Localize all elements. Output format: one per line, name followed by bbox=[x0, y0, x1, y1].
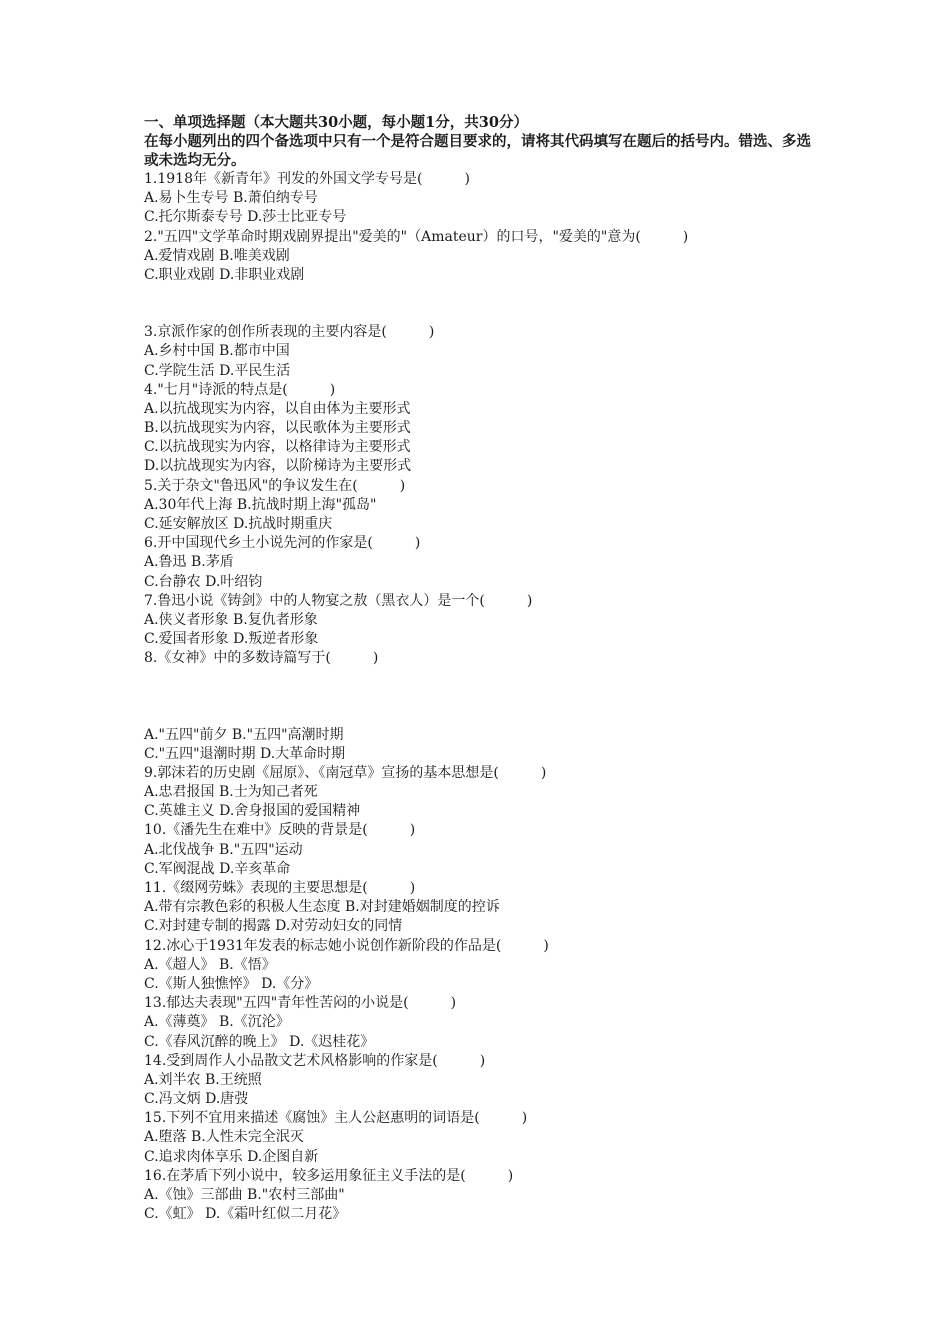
question-options: C.《春风沉醉的晚上》 D.《迟桂花》 bbox=[144, 1033, 375, 1050]
question-options: C.职业戏剧 D.非职业戏剧 bbox=[144, 266, 305, 283]
question-stem: 9.郭沫若的历史剧《屈原》、《南冠草》宣扬的基本思想是( ) bbox=[144, 764, 547, 781]
question-options: C.冯文炳 D.唐弢 bbox=[144, 1091, 249, 1108]
question-2 bbox=[144, 228, 824, 286]
question-11 bbox=[144, 879, 824, 937]
question-options: C.《斯人独憔悴》 D.《分》 bbox=[144, 975, 319, 992]
question-15 bbox=[144, 1109, 824, 1167]
question-14 bbox=[144, 1052, 824, 1110]
question-option: B.以抗战现实为内容，以民歌体为主要形式 bbox=[144, 420, 411, 437]
question-option: D.以抗战现实为内容，以阶梯诗为主要形式 bbox=[144, 458, 412, 475]
question-options: A.刘半农 B.王统照 bbox=[144, 1071, 262, 1088]
question-1 bbox=[144, 170, 824, 228]
question-options: C.军阀混战 D.辛亥革命 bbox=[144, 860, 291, 877]
question-options: A.堕落 B.人性未完全泯灭 bbox=[144, 1129, 304, 1146]
question-stem: 13.郁达夫表现"五四"青年性苦闷的小说是( ) bbox=[144, 995, 457, 1012]
question-stem: 4."七月"诗派的特点是( ) bbox=[144, 381, 336, 398]
question-stem: 16.在茅盾下列小说中，较多运用象征主义手法的是( ) bbox=[144, 1167, 514, 1184]
question-options: C.台静农 D.叶绍钧 bbox=[144, 573, 263, 590]
question-options: A.北伐战争 B."五四"运动 bbox=[144, 841, 303, 858]
question-10 bbox=[144, 821, 824, 879]
question-options: C.对封建专制的揭露 D.对劳动妇女的同情 bbox=[144, 918, 403, 935]
question-options: A.《蚀》三部曲 B."农村三部曲" bbox=[144, 1187, 345, 1203]
question-13 bbox=[144, 994, 824, 1052]
question-5 bbox=[144, 477, 824, 535]
question-options: C."五四"退潮时期 D.大革命时期 bbox=[144, 745, 346, 762]
question-stem: 12.冰心于1931年发表的标志她小说创作新阶段的作品是( ) bbox=[144, 937, 549, 954]
question-options: C.学院生活 D.平民生活 bbox=[144, 362, 291, 379]
question-options: A.《薄奠》 B.《沉沦》 bbox=[144, 1014, 290, 1031]
question-options: C.爱国者形象 D.叛逆者形象 bbox=[144, 631, 319, 648]
section-title: 一、单项选择题（本大题共30小题，每小题1分，共30分） bbox=[144, 114, 528, 131]
question-9 bbox=[144, 764, 824, 822]
question-8 bbox=[144, 649, 824, 764]
question-options: A."五四"前夕 B."五四"高潮时期 bbox=[144, 726, 344, 743]
question-options: A.带有宗教色彩的积极人生态度 B.对封建婚姻制度的控诉 bbox=[144, 899, 500, 916]
exam-page bbox=[144, 113, 824, 1224]
question-options: A.爱情戏剧 B.唯美戏剧 bbox=[144, 247, 290, 264]
question-stem: 2."五四"文学革命时期戏剧界提出"爱美的"（Amateur）的口号，"爱美的"意为( ) bbox=[144, 228, 689, 245]
question-4 bbox=[144, 381, 824, 477]
page-gap bbox=[144, 285, 824, 323]
question-options: C.托尔斯泰专号 D.莎士比亚专号 bbox=[144, 209, 347, 226]
question-stem: 5.关于杂文"鲁迅风"的争议发生在( ) bbox=[144, 477, 406, 494]
question-stem: 3.京派作家的创作所表现的主要内容是( ) bbox=[144, 324, 435, 341]
section-instruction: 在每小题列出的四个备选项中只有一个是符合题目要求的，请将其代码填写在题后的括号内。错选、多选或未选均无分。 bbox=[144, 133, 811, 169]
question-stem: 7.鲁迅小说《铸剑》中的人物宴之敖（黑衣人）是一个( ) bbox=[144, 592, 533, 609]
question-stem: 11.《缀网劳蛛》表现的主要思想是( ) bbox=[144, 880, 416, 896]
question-options: A.乡村中国 B.都市中国 bbox=[144, 343, 290, 360]
question-options: A.《超人》 B.《悟》 bbox=[144, 956, 276, 973]
question-options: A.30年代上海 B.抗战时期上海"孤岛" bbox=[144, 496, 377, 513]
question-option: C.以抗战现实为内容，以格律诗为主要形式 bbox=[144, 439, 411, 456]
question-stem: 15.下列不宜用来描述《腐蚀》主人公赵惠明的词语是( ) bbox=[144, 1110, 528, 1127]
question-options: C.追求肉体享乐 D.企图自新 bbox=[144, 1148, 319, 1165]
question-stem: 1.1918年《新青年》刊发的外国文学专号是( ) bbox=[144, 171, 470, 187]
question-6 bbox=[144, 534, 824, 592]
question-16 bbox=[144, 1167, 824, 1225]
question-stem: 8.《女神》中的多数诗篇写于( ) bbox=[144, 650, 379, 667]
question-options: C.《虹》 D.《霜叶红似二月花》 bbox=[144, 1206, 347, 1223]
question-12 bbox=[144, 937, 824, 995]
question-stem: 10.《潘先生在难中》反映的背景是( ) bbox=[144, 822, 416, 839]
page-gap bbox=[144, 669, 824, 726]
question-options: C.延安解放区 D.抗战时期重庆 bbox=[144, 516, 333, 532]
question-stem: 6.开中国现代乡土小说先河的作家是( ) bbox=[144, 535, 421, 552]
question-stem: 14.受到周作人小品散文艺术风格影响的作家是( ) bbox=[144, 1052, 486, 1069]
question-options: C.英雄主义 D.舍身报国的爱国精神 bbox=[144, 803, 361, 820]
question-options: A.忠君报国 B.士为知己者死 bbox=[144, 784, 318, 801]
question-options: A.鲁迅 B.茅盾 bbox=[144, 554, 234, 571]
question-options: A.侠义者形象 B.复仇者形象 bbox=[144, 611, 318, 628]
question-option: A.以抗战现实为内容，以自由体为主要形式 bbox=[144, 400, 411, 417]
question-3 bbox=[144, 323, 824, 381]
question-options: A.易卜生专号 B.萧伯纳专号 bbox=[144, 190, 318, 207]
question-7 bbox=[144, 592, 824, 650]
